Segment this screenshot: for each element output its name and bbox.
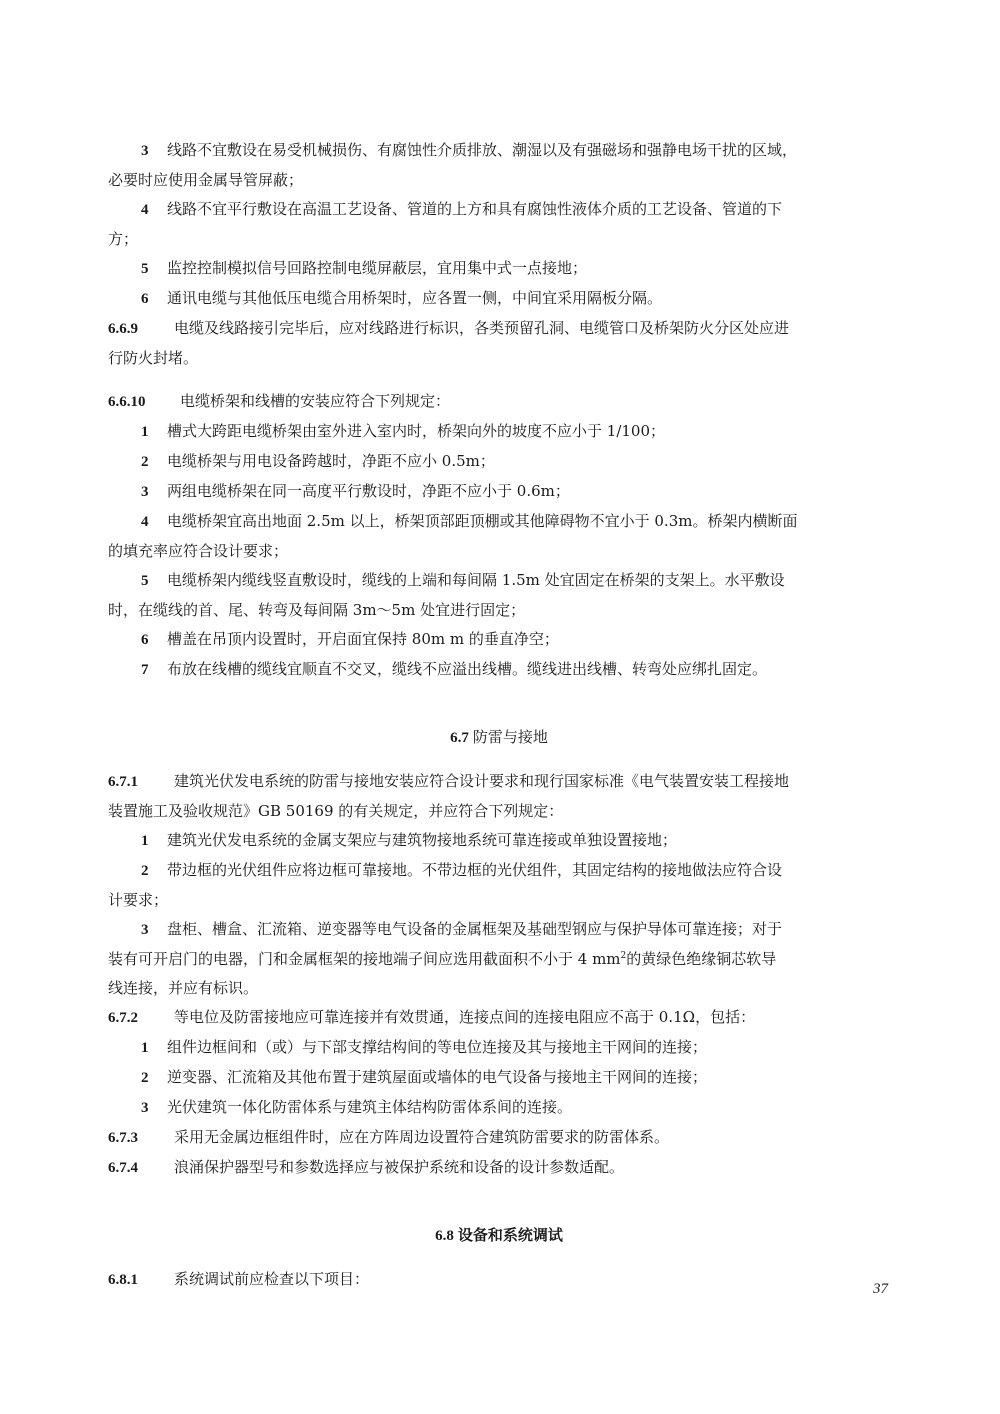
clause-number: 6.6.9 bbox=[108, 321, 138, 337]
section-title: 防雷与接地 bbox=[472, 728, 548, 746]
section-title: 设备和系统调试 bbox=[457, 1226, 563, 1244]
list-item bbox=[108, 1093, 890, 1123]
spacer bbox=[108, 753, 890, 767]
list-item bbox=[108, 477, 890, 507]
item-text: 逆变器、汇流箱及其他布置于建筑屋面或墙体的电气设备与接地主干网间的连接； bbox=[167, 1068, 708, 1086]
list-item bbox=[108, 507, 890, 537]
item-text: 建筑光伏发电系统的金属支架应与建筑物接地系统可靠连接或单独设置接地； bbox=[167, 831, 678, 849]
item-continuation: 时，在缆线的首、尾、转弯及每间隔 3m～5m 处宜进行固定； bbox=[108, 601, 526, 619]
list-item bbox=[108, 254, 890, 284]
section-heading-6-8 bbox=[108, 1221, 890, 1251]
item-number: 6 bbox=[141, 291, 149, 307]
item-text: 光伏建筑一体化防雷体系与建筑主体结构防雷体系间的连接。 bbox=[167, 1098, 573, 1116]
clause-text: 系统调试前应检查以下项目： bbox=[174, 1270, 370, 1288]
item-number: 5 bbox=[141, 573, 149, 589]
clause-6-7-4 bbox=[108, 1153, 890, 1183]
item-text: 线路不宜平行敷设在高温工艺设备、管道的上方和具有腐蚀性液体介质的工艺设备、管道的下 bbox=[167, 200, 783, 218]
clause-6-7-3 bbox=[108, 1123, 890, 1153]
item-number: 1 bbox=[141, 424, 149, 440]
item-number: 1 bbox=[141, 1040, 149, 1056]
item-number: 6 bbox=[141, 632, 149, 648]
list-item bbox=[108, 1033, 890, 1063]
item-text: 组件边框间和（或）与下部支撑结构间的等电位连接及其与接地主干网间的连接； bbox=[167, 1038, 708, 1056]
item-text: 带边框的光伏组件应将边框可靠接地。不带边框的光伏组件，其固定结构的接地做法应符合设 bbox=[167, 861, 783, 879]
item-continuation: 方； bbox=[108, 230, 139, 248]
clause-text: 电缆桥架和线槽的安装应符合下列规定： bbox=[180, 392, 451, 410]
list-item bbox=[108, 136, 890, 166]
item-text-part: 装有可开启门的电器，门和金属框架的接地端子间应选用截面积不小于 4 mm bbox=[108, 950, 621, 968]
clause-6-6-10 bbox=[108, 387, 890, 417]
clause-continuation: 行防火封堵。 bbox=[108, 349, 199, 367]
item-continuation: 必要时应使用金属导管屏蔽； bbox=[108, 171, 304, 189]
item-text: 线路不宜敷设在易受机械损伤、有腐蚀性介质排放、潮湿以及有强磁场和强静电场干扰的区域， bbox=[167, 141, 798, 159]
item-text: 电缆桥架内缆线竖直敷设时，缆线的上端和每间隔 1.5m 处宜固定在桥架的支架上。水平敷设 bbox=[167, 571, 785, 589]
spacer bbox=[108, 373, 890, 387]
item-number: 3 bbox=[141, 922, 149, 938]
item-text-part: 的黄绿色绝缘铜芯软导 bbox=[626, 950, 777, 968]
clause-6-7-1 bbox=[108, 767, 890, 797]
item-text: 布放在线槽的缆线宜顺直不交叉，缆线不应溢出线槽。缆线进出线槽、转弯处应绑扎固定。 bbox=[167, 660, 768, 678]
item-text: 槽盖在吊顶内设置时，开启面宜保持 80m m 的垂直净空； bbox=[167, 630, 559, 648]
item-text: 通讯电缆与其他低压电缆合用桥架时，应各置一侧，中间宜采用隔板分隔。 bbox=[167, 289, 663, 307]
list-item bbox=[108, 417, 890, 447]
item-continuation: 计要求； bbox=[108, 891, 169, 909]
clause-number: 6.6.10 bbox=[108, 394, 146, 410]
clause-number: 6.8.1 bbox=[108, 1272, 138, 1288]
item-continuation bbox=[108, 945, 890, 974]
clause-text: 浪涌保护器型号和参数选择应与被保护系统和设备的设计参数适配。 bbox=[174, 1158, 625, 1176]
clause-6-7-2 bbox=[108, 1003, 890, 1033]
spacer bbox=[108, 1251, 890, 1265]
list-item bbox=[108, 284, 890, 314]
spacer bbox=[108, 685, 890, 723]
list-item bbox=[108, 447, 890, 477]
item-number: 3 bbox=[141, 143, 149, 159]
item-number: 2 bbox=[141, 454, 149, 470]
item-text: 盘柜、槽盒、汇流箱、逆变器等电气设备的金属框架及基础型钢应与保护导体可靠连接；对于 bbox=[167, 920, 783, 938]
superscript: 2 bbox=[620, 951, 627, 961]
list-item bbox=[108, 915, 890, 945]
list-item bbox=[108, 856, 890, 886]
section-number: 6.8 bbox=[435, 1228, 454, 1244]
item-text: 电缆桥架宜高出地面 2.5m 以上，桥架顶部距顶棚或其他障碍物不宜小于 0.3m。桥架内横断面 bbox=[167, 512, 798, 530]
item-number: 1 bbox=[141, 833, 149, 849]
page-number: 37 bbox=[873, 1281, 888, 1297]
list-item bbox=[108, 826, 890, 856]
clause-number: 6.7.1 bbox=[108, 774, 138, 790]
clause-continuation: 装置施工及验收规范》GB 50169 的有关规定，并应符合下列规定： bbox=[108, 802, 564, 820]
item-number: 2 bbox=[141, 863, 149, 879]
section-number: 6.7 bbox=[450, 730, 469, 746]
item-number: 4 bbox=[141, 514, 149, 530]
page-content bbox=[108, 136, 890, 1295]
clause-text: 建筑光伏发电系统的防雷与接地安装应符合设计要求和现行国家标准《电气装置安装工程接地 bbox=[174, 772, 790, 790]
list-item bbox=[108, 195, 890, 225]
item-number: 3 bbox=[141, 484, 149, 500]
item-text: 槽式大跨距电缆桥架由室外进入室内时，桥架向外的坡度不应小于 1/100； bbox=[167, 422, 665, 440]
list-item bbox=[108, 655, 890, 685]
clause-text: 电缆及线路接引完毕后，应对线路进行标识，各类预留孔洞、电缆管口及桥架防火分区处应进 bbox=[174, 319, 790, 337]
item-number: 4 bbox=[141, 202, 149, 218]
clause-text: 等电位及防雷接地应可靠连接并有效贯通，连接点间的连接电阻应不高于 0.1Ω，包括： bbox=[174, 1008, 756, 1026]
list-item bbox=[108, 1063, 890, 1093]
item-number: 3 bbox=[141, 1100, 149, 1116]
clause-text: 采用无金属边框组件时，应在方阵周边设置符合建筑防雷要求的防雷体系。 bbox=[174, 1128, 670, 1146]
item-continuation: 的填充率应符合设计要求； bbox=[108, 542, 289, 560]
clause-number: 6.7.3 bbox=[108, 1130, 138, 1146]
item-text: 电缆桥架与用电设备跨越时，净距不应小 0.5m； bbox=[167, 452, 495, 470]
spacer bbox=[108, 1183, 890, 1221]
item-continuation: 线连接，并应有标识。 bbox=[108, 979, 259, 997]
item-number: 2 bbox=[141, 1070, 149, 1086]
clause-6-8-1 bbox=[108, 1265, 890, 1295]
section-heading-6-7 bbox=[108, 723, 890, 753]
clause-6-6-9 bbox=[108, 314, 890, 344]
item-text: 监控控制模拟信号回路控制电缆屏蔽层，宜用集中式一点接地； bbox=[167, 259, 588, 277]
clause-number: 6.7.2 bbox=[108, 1010, 138, 1026]
list-item bbox=[108, 625, 890, 655]
clause-number: 6.7.4 bbox=[108, 1160, 138, 1176]
list-item bbox=[108, 566, 890, 596]
item-text: 两组电缆桥架在同一高度平行敷设时，净距不应小于 0.6m； bbox=[167, 482, 570, 500]
item-number: 5 bbox=[141, 261, 149, 277]
item-number: 7 bbox=[141, 662, 149, 678]
